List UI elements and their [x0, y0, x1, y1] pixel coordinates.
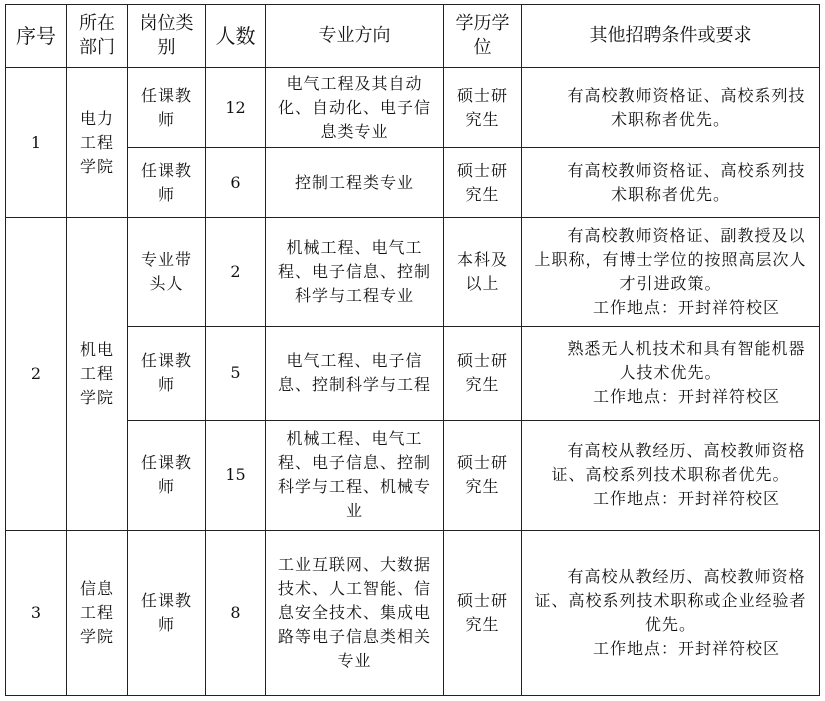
count-cell: 5	[206, 327, 266, 420]
seq-cell: 1	[6, 68, 67, 218]
degree-cell: 本科及以上	[444, 218, 522, 327]
requirements-cell	[522, 530, 820, 695]
header-major: 专业方向	[266, 5, 444, 68]
degree-cell: 硕士研究生	[444, 148, 522, 218]
work-location: 工作地点：开封祥符校区	[592, 387, 780, 407]
post-cell: 专业带头人	[128, 218, 206, 327]
work-location: 工作地点：开封祥符校区	[592, 298, 780, 318]
requirement-text: 有高校从教经历、高校教师资格证、高校系列技术职称者优先。	[551, 441, 806, 485]
post-cell: 任课教师	[128, 68, 206, 148]
dept-cell: 信息工程学院	[67, 530, 128, 695]
major-cell: 工业互联网、大数据技术、人工智能、信息安全技术、集成电路等电子信息类相关专业	[266, 530, 444, 695]
table-row	[6, 148, 820, 218]
requirements-cell	[522, 148, 820, 218]
post-cell: 任课教师	[128, 530, 206, 695]
major-cell: 电气工程、电子信息、控制科学与工程	[266, 327, 444, 420]
requirements-cell	[522, 68, 820, 148]
degree-cell: 硕士研究生	[444, 327, 522, 420]
table-row	[6, 218, 820, 327]
header-seq: 序号	[6, 5, 67, 68]
table-row	[6, 327, 820, 420]
major-cell: 机械工程、电气工程、电子信息、控制科学与工程专业	[266, 218, 444, 327]
requirements-cell	[522, 420, 820, 530]
recruitment-table	[5, 4, 820, 696]
degree-cell: 硕士研究生	[444, 420, 522, 530]
requirements-cell	[522, 218, 820, 327]
count-cell: 2	[206, 218, 266, 327]
table-row	[6, 530, 820, 695]
post-cell: 任课教师	[128, 327, 206, 420]
header-count: 人数	[206, 5, 266, 68]
work-location: 工作地点：开封祥符校区	[592, 489, 780, 509]
header-post: 岗位类别	[128, 5, 206, 68]
requirement-text: 有高校教师资格证、高校系列技术职称者优先。	[567, 85, 806, 129]
major-cell: 电气工程及其自动化、自动化、电子信息类专业	[266, 68, 444, 148]
table-row	[6, 420, 820, 530]
work-location: 工作地点：开封祥符校区	[592, 638, 780, 658]
count-cell: 6	[206, 148, 266, 218]
seq-cell: 2	[6, 218, 67, 530]
requirement-text: 有高校教师资格证、副教授及以上职称，有博士学位的按照高层次人才引进政策。	[534, 226, 807, 294]
dept-cell: 机电工程学院	[67, 218, 128, 530]
degree-cell: 硕士研究生	[444, 68, 522, 148]
degree-cell: 硕士研究生	[444, 530, 522, 695]
header-degree: 学历学位	[444, 5, 522, 68]
dept-cell: 电力工程学院	[67, 68, 128, 218]
count-cell: 15	[206, 420, 266, 530]
count-cell: 8	[206, 530, 266, 695]
major-cell: 控制工程类专业	[266, 148, 444, 218]
seq-cell: 3	[6, 530, 67, 695]
requirement-text: 有高校从教经历、高校教师资格证、高校系列技术职称或企业经验者优先。	[534, 566, 807, 634]
post-cell: 任课教师	[128, 148, 206, 218]
requirement-text: 有高校教师资格证、高校系列技术职称者优先。	[567, 160, 806, 204]
header-requirements: 其他招聘条件或要求	[522, 5, 820, 68]
table-row	[6, 68, 820, 148]
requirements-cell	[522, 327, 820, 420]
header-dept: 所在部门	[67, 5, 128, 68]
post-cell: 任课教师	[128, 420, 206, 530]
header-row	[6, 5, 820, 68]
count-cell: 12	[206, 68, 266, 148]
major-cell: 机械工程、电气工程、电子信息、控制科学与工程、机械专业	[266, 420, 444, 530]
requirement-text: 熟悉无人机技术和具有智能机器人技术优先。	[567, 339, 806, 383]
